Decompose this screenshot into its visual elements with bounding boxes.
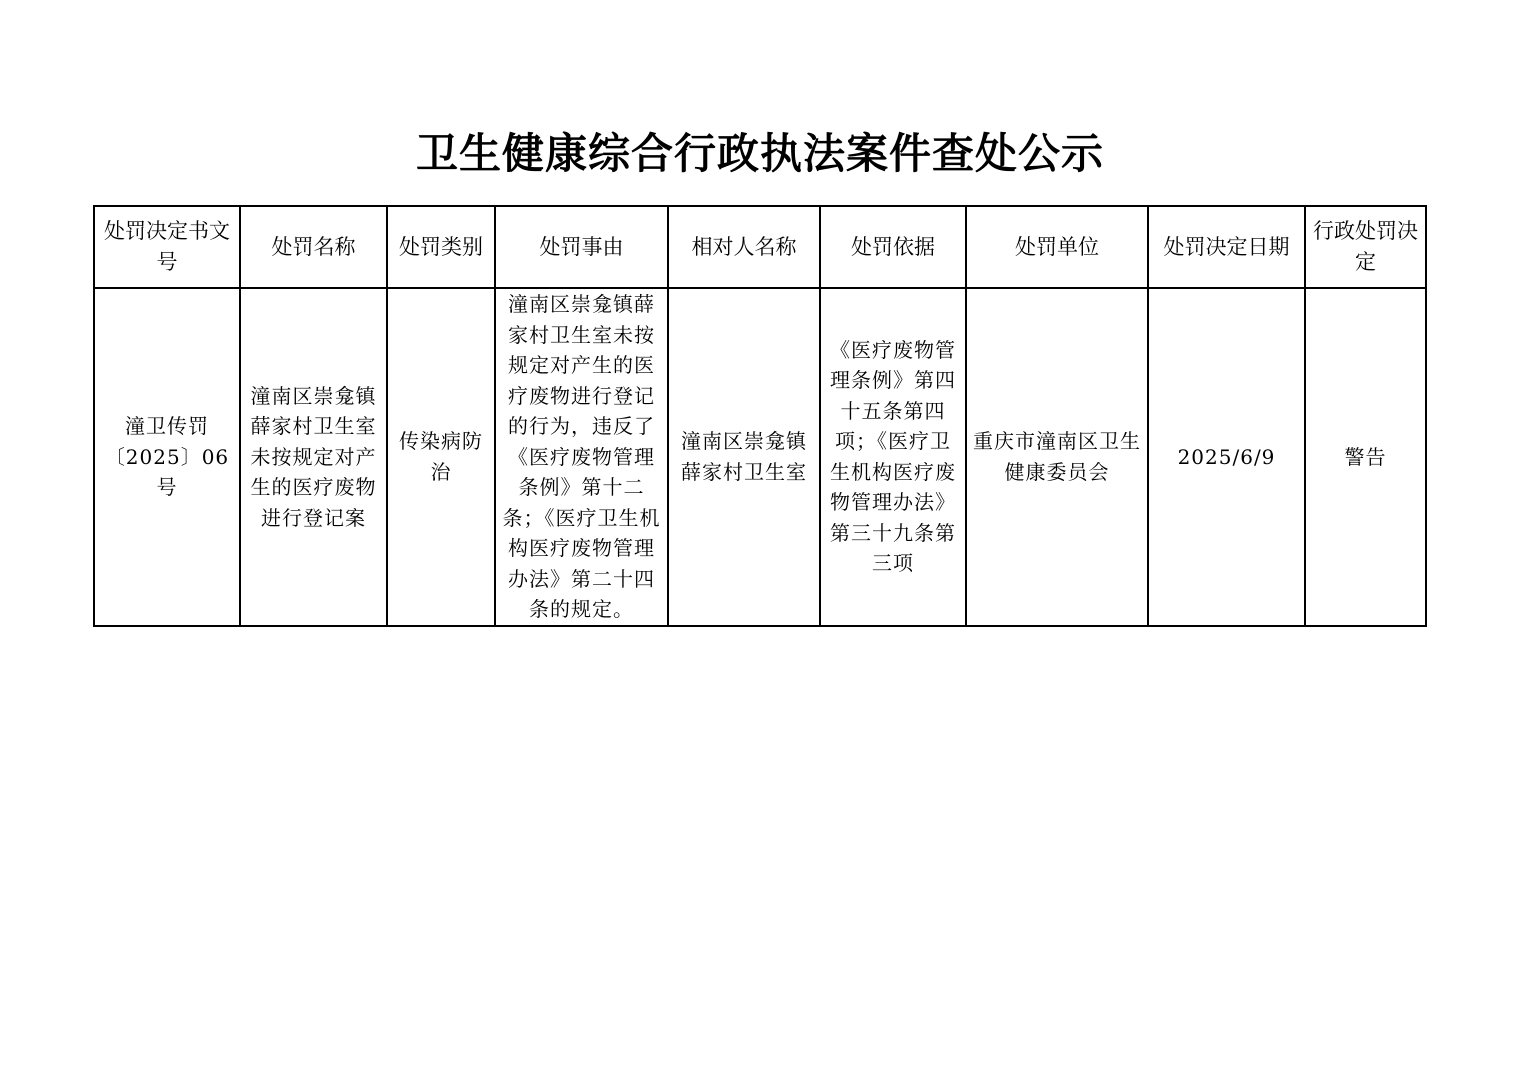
enforcement-table — [93, 205, 1427, 627]
header-doc-number: 处罚决定书文号 — [94, 206, 240, 288]
cell-doc-number: 潼卫传罚〔2025〕06号 — [94, 288, 240, 626]
header-decision-date: 处罚决定日期 — [1148, 206, 1305, 288]
header-case-name: 处罚名称 — [240, 206, 387, 288]
document-title: 卫生健康综合行政执法案件查处公示 — [415, 129, 1104, 178]
cell-decision: 警告 — [1305, 288, 1426, 626]
cell-party-name: 潼南区崇龛镇薛家村卫生室 — [668, 288, 820, 626]
cell-legal-basis: 《医疗废物管理条例》第四十五条第四项；《医疗卫生机构医疗废物管理办法》第三十九条第三项 — [820, 288, 966, 626]
header-authority: 处罚单位 — [966, 206, 1148, 288]
table-row — [94, 288, 1426, 626]
cell-category: 传染病防治 — [387, 288, 495, 626]
header-party-name: 相对人名称 — [668, 206, 820, 288]
cell-case-name: 潼南区崇龛镇薛家村卫生室未按规定对产生的医疗废物进行登记案 — [240, 288, 387, 626]
header-reason: 处罚事由 — [495, 206, 668, 288]
header-category: 处罚类别 — [387, 206, 495, 288]
cell-authority: 重庆市潼南区卫生健康委员会 — [966, 288, 1148, 626]
cell-reason: 潼南区崇龛镇薛家村卫生室未按规定对产生的医疗废物进行登记的行为，违反了《医疗废物管理条例》第十二条；《医疗卫生机构医疗废物管理办法》第二十四条的规定。 — [495, 288, 668, 626]
table-header-row — [94, 206, 1426, 288]
header-decision: 行政处罚决定 — [1305, 206, 1426, 288]
header-legal-basis: 处罚依据 — [820, 206, 966, 288]
cell-decision-date: 2025/6/9 — [1148, 288, 1305, 626]
